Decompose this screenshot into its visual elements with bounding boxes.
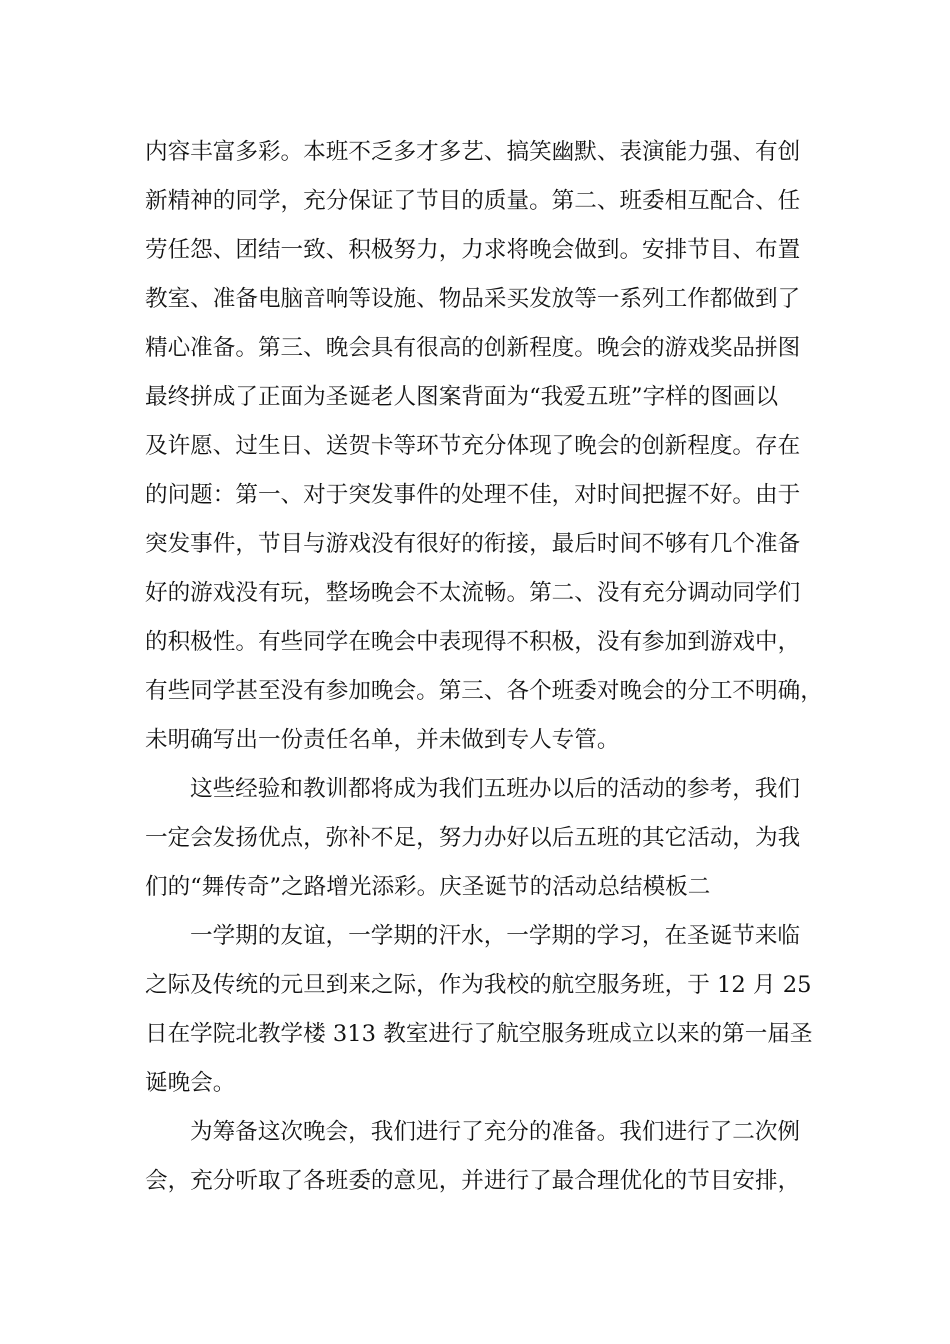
text-line: 的问题：第一、对于突发事件的处理不佳，对时间把握不好。由于 xyxy=(145,482,801,508)
text-line: 日在学院北教学楼 313 教室进行了航空服务班成立以来的第一届圣 xyxy=(145,1021,813,1047)
text-line: 新精神的同学，充分保证了节目的质量。第二、班委相互配合、任 xyxy=(145,188,801,214)
text-line: 及许愿、过生日、送贺卡等环节充分体现了晚会的创新程度。存在 xyxy=(145,433,801,459)
text-line: 的积极性。有些同学在晚会中表现得不积极，没有参加到游戏中， xyxy=(145,629,801,655)
text-line: 突发事件，节目与游戏没有很好的衔接，最后时间不够有几个准备 xyxy=(145,531,801,557)
paragraph-first-line: 为筹备这次晚会，我们进行了充分的准备。我们进行了二次例 xyxy=(190,1119,801,1145)
text-line: 有些同学甚至没有参加晚会。第三、各个班委对晚会的分工不明确， xyxy=(145,678,823,704)
text-line: 会，充分听取了各班委的意见，并进行了最合理优化的节目安排， xyxy=(145,1168,801,1194)
text-line: 内容丰富多彩。本班不乏多才多艺、搞笑幽默、表演能力强、有创 xyxy=(145,139,801,165)
text-line: 最终拼成了正面为圣诞老人图案背面为“我爱五班”字样的图画以 xyxy=(145,384,779,410)
text-line: 好的游戏没有玩，整场晚会不太流畅。第二、没有充分调动同学们 xyxy=(145,580,801,606)
text-line: 未明确写出一份责任名单，并未做到专人专管。 xyxy=(145,727,620,753)
text-line: 劳任怨、团结一致、积极努力，力求将晚会做到。安排节目、布置 xyxy=(145,237,801,263)
text-line: 们的“舞传奇”之路增光添彩。庆圣诞节的活动总结模板二 xyxy=(145,874,711,900)
text-line: 一定会发扬优点，弥补不足，努力办好以后五班的其它活动，为我 xyxy=(145,825,801,851)
paragraph-first-line: 一学期的友谊，一学期的汗水，一学期的学习，在圣诞节来临 xyxy=(190,923,801,949)
text-line: 教室、准备电脑音响等设施、物品采买发放等一系列工作都做到了 xyxy=(145,286,801,312)
text-line: 精心准备。第三、晚会具有很高的创新程度。晚会的游戏奖品拼图 xyxy=(145,335,801,361)
text-line: 之际及传统的元旦到来之际，作为我校的航空服务班，于 12 月 25 xyxy=(145,972,812,998)
paragraph-first-line: 这些经验和教训都将成为我们五班办以后的活动的参考，我们 xyxy=(190,776,801,802)
text-line: 诞晚会。 xyxy=(145,1070,236,1096)
